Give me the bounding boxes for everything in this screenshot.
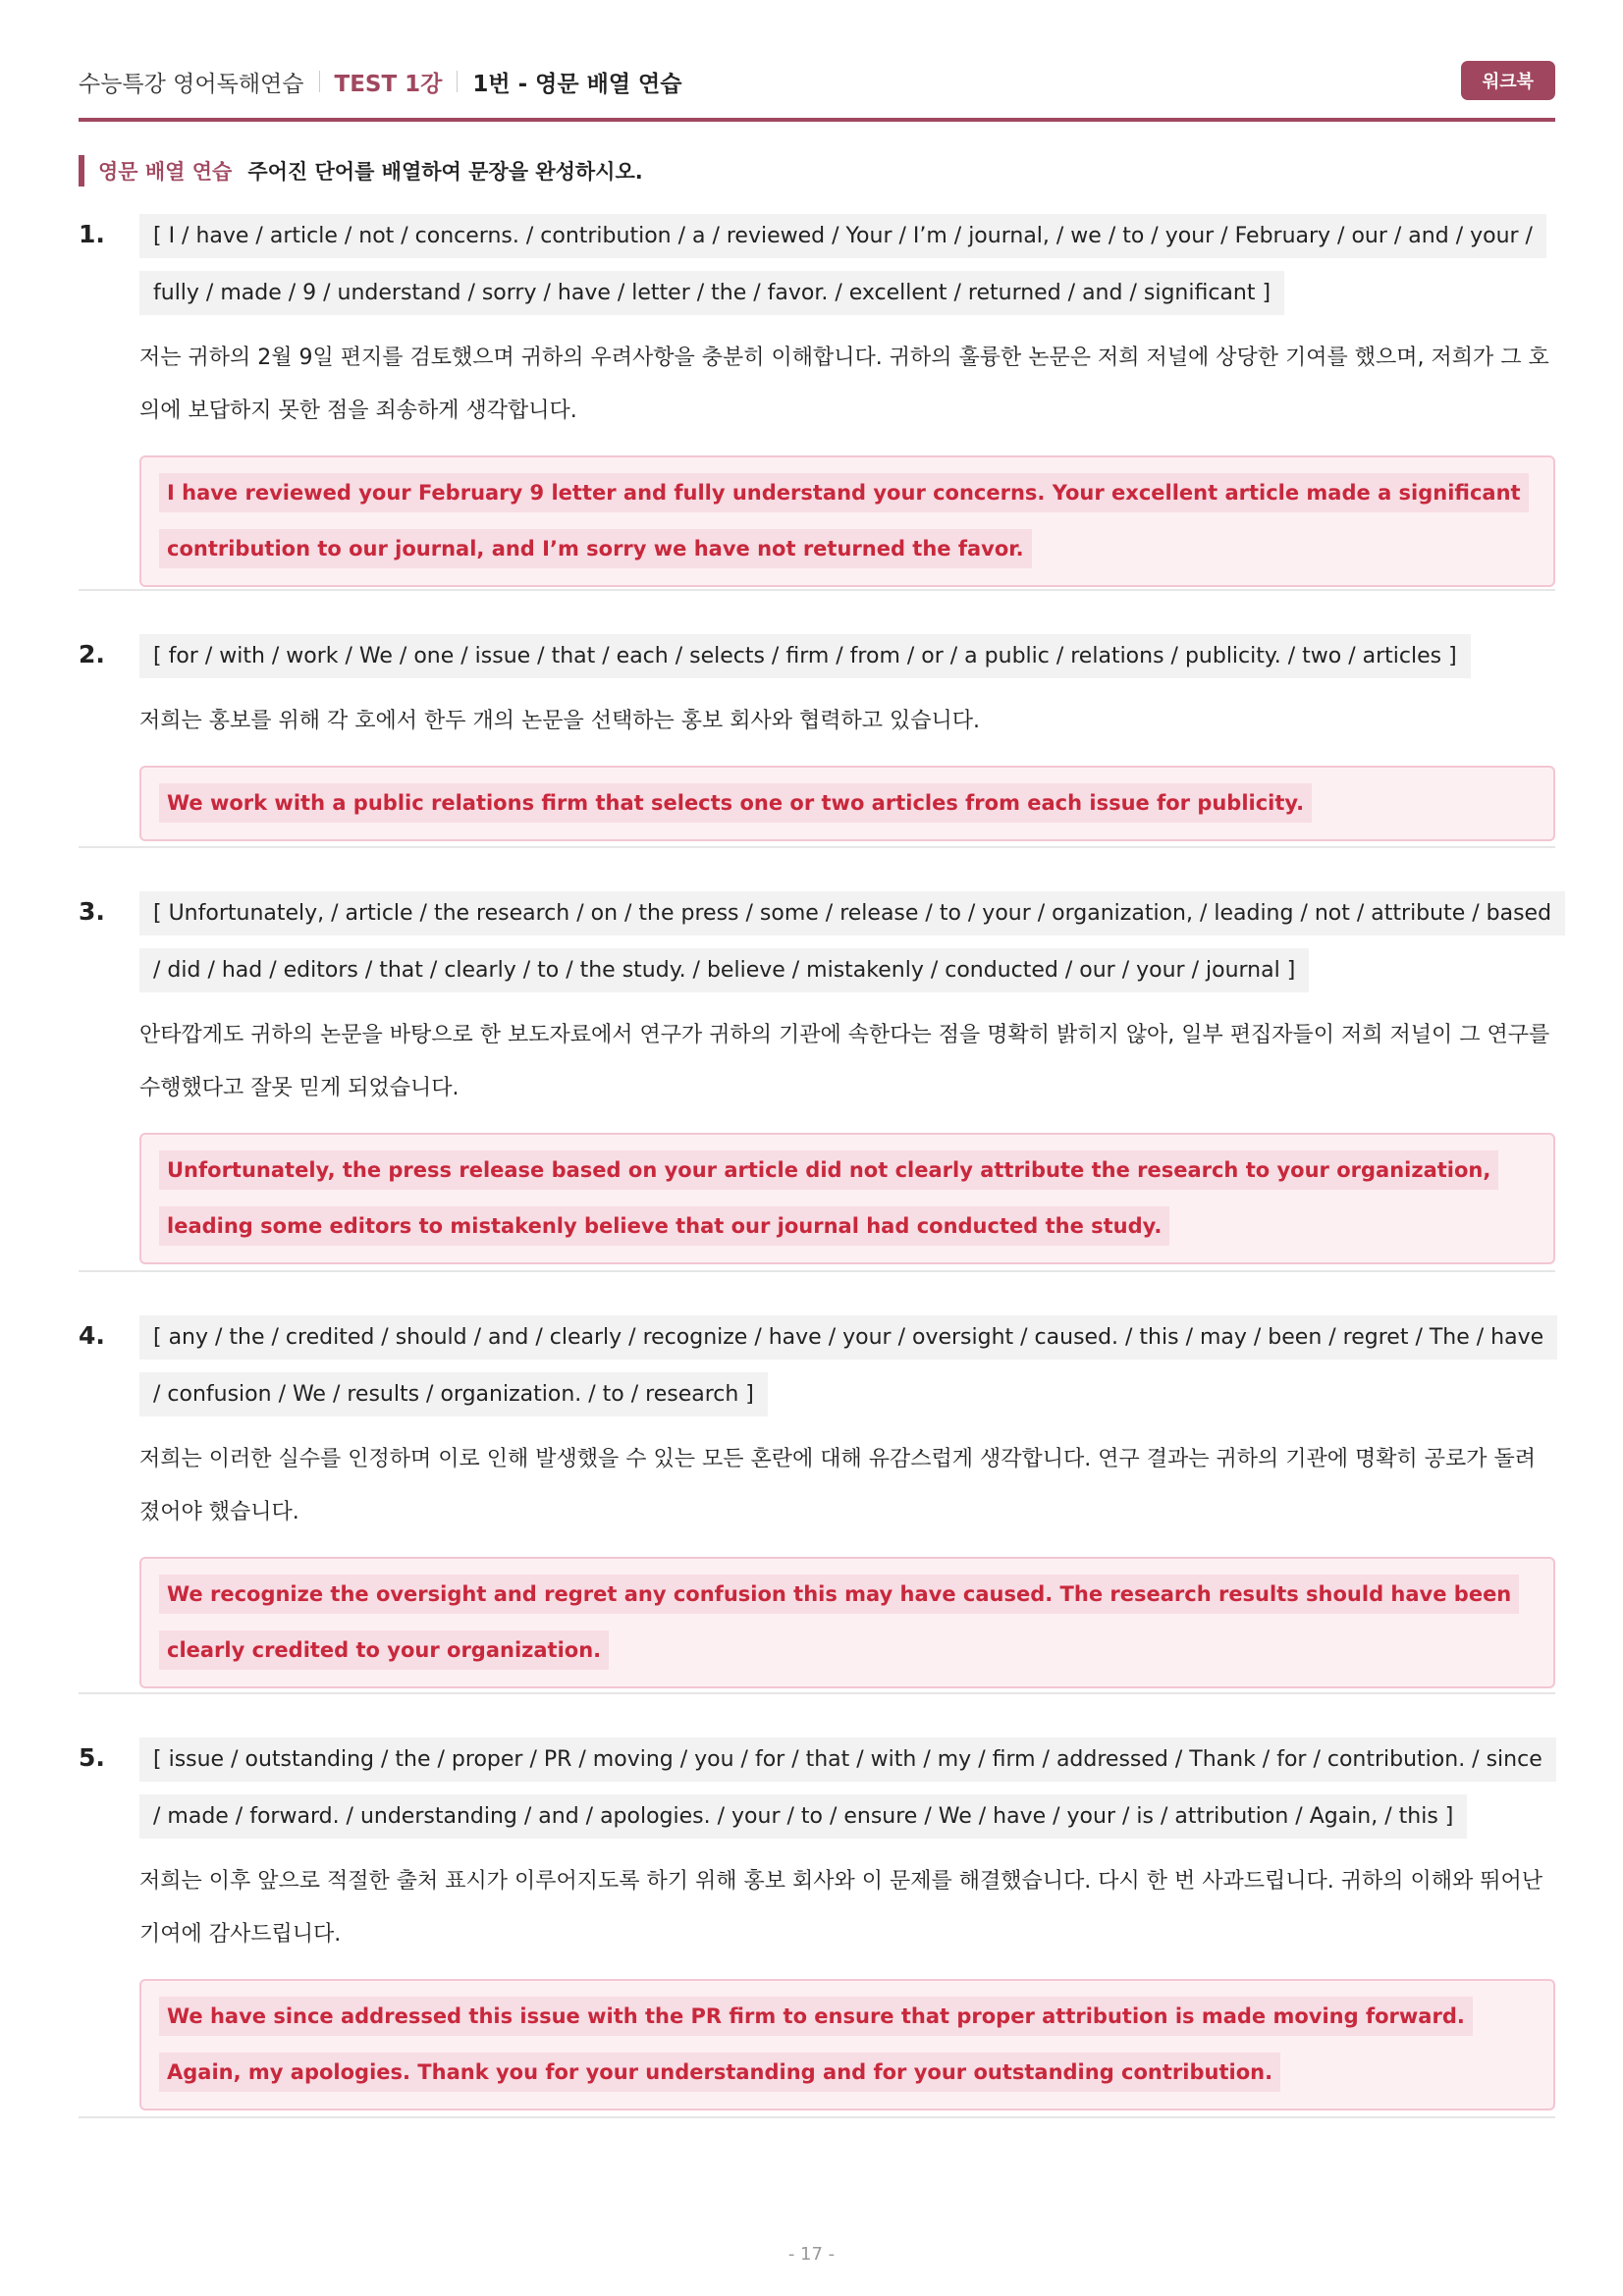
- answer-text: We recognize the oversight and regret any confusion this may have caused. The research results should have been clearly credited to your organization.: [159, 1575, 1519, 1670]
- answer-box: [139, 766, 1555, 841]
- item-number: 5.: [79, 1743, 105, 1772]
- scramble-text: [ for / with / work / We / one / issue / that / each / selects / firm / from / or / a public / relations / publicity. / two / articles ]: [139, 634, 1471, 678]
- word-scramble: [139, 1732, 1555, 1845]
- korean-translation: 저희는 이후 앞으로 적절한 출처 표시가 이루어지도록 하기 위해 홍보 회사와 이 문제를 해결했습니다. 다시 한 번 사과드립니다. 귀하의 이해와 뛰어난 기여에 감사드립니다.: [139, 1869, 1542, 1947]
- korean-translation: 안타깝게도 귀하의 논문을 바탕으로 한 보도자료에서 연구가 귀하의 기관에 속한다는 점을 명확히 밝히지 않아, 일부 편집자들이 저희 저널이 그 연구를 수행했다고 잘못 믿게 되었습니다.: [139, 1023, 1550, 1100]
- exercise-item: [79, 628, 1555, 848]
- exercise-item: [79, 208, 1555, 591]
- korean-translation: 저희는 이러한 실수를 인정하며 이로 인해 발생했을 수 있는 모든 혼란에 대해 유감스럽게 생각합니다. 연구 결과는 귀하의 기관에 명확히 공로가 돌려졌어야 했습니다.: [139, 1447, 1536, 1524]
- answer-text: We work with a public relations firm that selects one or two articles from each issue for publicity.: [159, 783, 1312, 823]
- answer-box: [139, 455, 1555, 587]
- item-number: 1.: [79, 220, 105, 248]
- item-number: 3.: [79, 897, 105, 926]
- section-instruction: 주어진 단어를 배열하여 문장을 완성하시오.: [247, 160, 643, 184]
- answer-text: Unfortunately, the press release based on your article did not clearly attribute the research to your organization, leading some editors to mistakenly believe that our journal had conducted the study.: [159, 1150, 1498, 1246]
- item-number: 4.: [79, 1321, 105, 1350]
- header-divider: [457, 71, 458, 92]
- book-title: 수능특강 영어독해연습: [79, 71, 304, 97]
- scramble-text: [ any / the / credited / should / and / clearly / recognize / have / your / oversight / caused. / this / may / been / regret / The / have / confusion / We / results / organization. / to / research ]: [139, 1315, 1557, 1416]
- page-number: - 17 -: [787, 2244, 836, 2265]
- header-divider: [319, 71, 320, 92]
- scramble-text: [ Unfortunately, / article / the research / on / the press / some / release / to / your / organization, / leading / not / attribute / based / did / had / editors / that / clearly / to / the study. / believe / mistakenly / conducted / our / your / journal ]: [139, 891, 1565, 992]
- korean-translation: 저희는 홍보를 위해 각 호에서 한두 개의 논문을 선택하는 홍보 회사와 협력하고 있습니다.: [139, 709, 980, 733]
- section-label: 영문 배열 연습: [98, 160, 233, 184]
- scramble-text: [ issue / outstanding / the / proper / PR / moving / you / for / that / with / my / firm / addressed / Thank / for / contribution. / since / made / forward. / understanding / and / apologies. / your / to / ensure / We / have / your / is / attribution / Again, / this ]: [139, 1737, 1556, 1839]
- exercise-item: [79, 885, 1555, 1272]
- page-header: [79, 57, 1555, 106]
- answer-box: [139, 1133, 1555, 1264]
- word-scramble: [139, 1309, 1555, 1423]
- answer-text: We have since addressed this issue with the PR firm to ensure that proper attribution is made moving forward. Again, my apologies. Thank you for your understanding and for your outstanding contribution.: [159, 1997, 1473, 2092]
- answer-text: I have reviewed your February 9 letter and fully understand your concerns. Your excellent article made a significant contribution to our journal, and I’m sorry we have not returned the favor.: [159, 473, 1529, 568]
- section-heading: [79, 155, 643, 187]
- exercise-item: [79, 1732, 1555, 2118]
- test-label: TEST 1강: [334, 71, 443, 97]
- answer-box: [139, 1557, 1555, 1688]
- exercise-item: [79, 1309, 1555, 1694]
- header-rule: [79, 118, 1555, 122]
- item-number: 2.: [79, 640, 105, 668]
- workbook-page: [79, 0, 1555, 2296]
- page-title: 1번 - 영문 배열 연습: [472, 71, 682, 97]
- word-scramble: [139, 628, 1555, 685]
- korean-translation: 저는 귀하의 2월 9일 편지를 검토했으며 귀하의 우려사항을 충분히 이해합니다. 귀하의 훌륭한 논문은 저희 저널에 상당한 기여를 했으며, 저희가 그 호의에 보답하지 못한 점을 죄송하게 생각합니다.: [139, 346, 1549, 423]
- word-scramble: [139, 885, 1555, 999]
- word-scramble: [139, 208, 1555, 322]
- workbook-badge: 워크북: [1461, 61, 1555, 100]
- answer-box: [139, 1979, 1555, 2110]
- scramble-text: [ I / have / article / not / concerns. / contribution / a / reviewed / Your / I’m / journal, / we / to / your / February / our / and / your / fully / made / 9 / understand / sorry / have / letter / the / favor. / excellent / returned / and / significant ]: [139, 214, 1546, 315]
